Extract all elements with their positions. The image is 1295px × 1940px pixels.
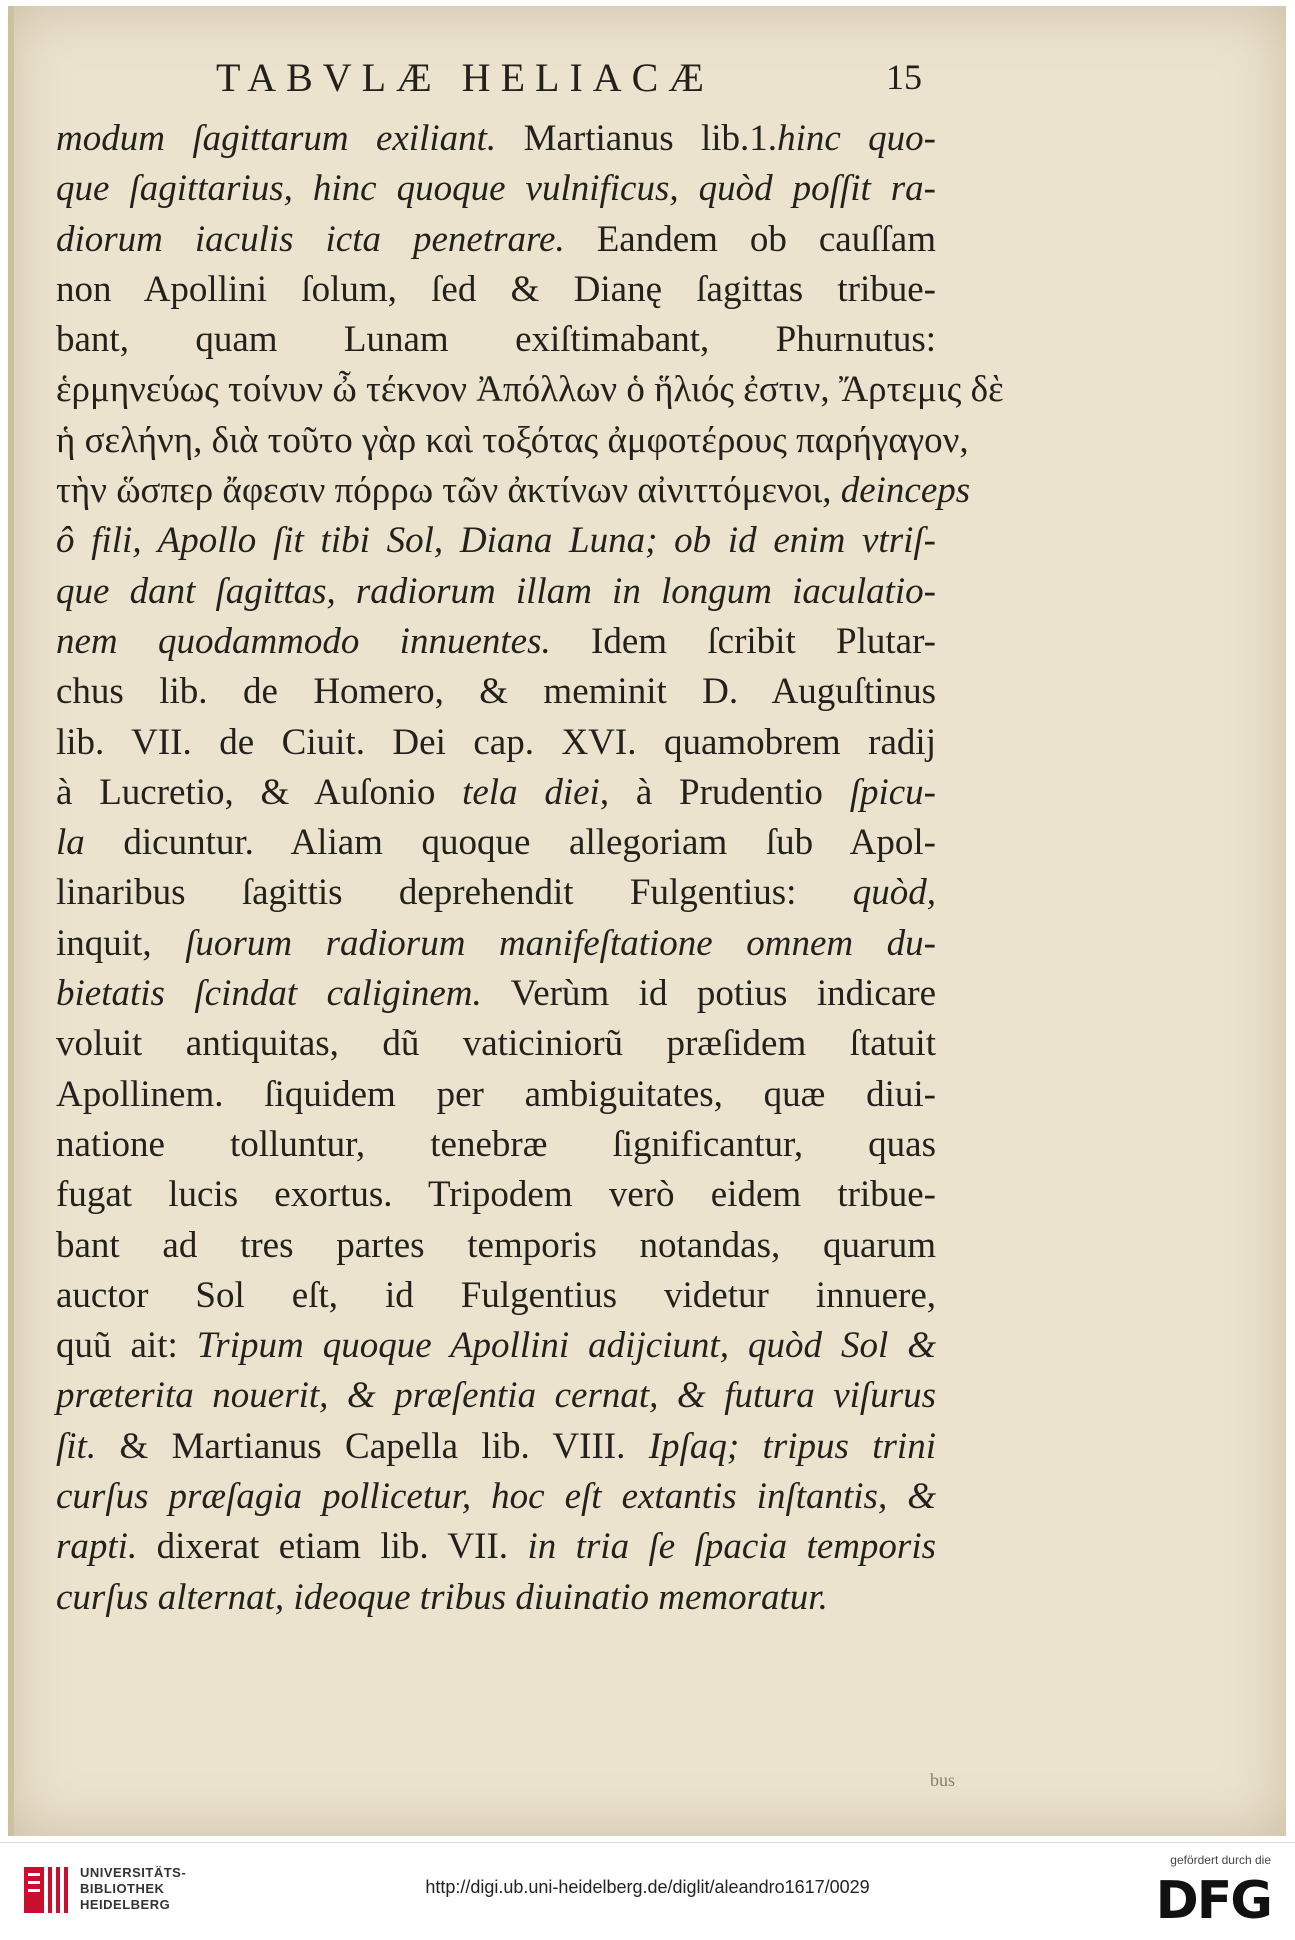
text-line: curſus præſagia pollicetur, hoc eſt extantis inſtantis, & <box>56 1476 936 1518</box>
page-number: 15 <box>886 57 922 97</box>
body-text <box>56 114 1004 1623</box>
text-line: non Apollini ſolum, ſed & Dianę ſagittas tribue- <box>56 268 936 310</box>
catchword: bus <box>930 1770 956 1790</box>
text-line: bant, quam Lunam exiſtimabant, Phurnutus: <box>56 319 936 361</box>
text-line: à Lucretio, & Auſonio tela diei, à Prudentio ſpicu- <box>56 771 936 813</box>
text-line: Apollinem. ſiquidem per ambiguitates, quæ diui- <box>56 1073 936 1115</box>
text-line: præterita nouerit, & præſentia cernat, & futura viſurus <box>56 1375 936 1417</box>
text-line: la dicuntur. Aliam quoque allegoriam ſub Apol- <box>56 822 936 864</box>
text-line: chus lib. de Homero, & meminit D. Auguſtinus <box>56 671 936 713</box>
text-line: diorum iaculis icta penetrare. Eandem ob cauſſam <box>56 218 936 260</box>
text-line: modum ſagittarum exiliant. Martianus lib.1.hinc quo- <box>56 118 936 159</box>
page-gutter-edge <box>8 6 14 1836</box>
running-head <box>56 50 936 114</box>
text-line: quũ ait: Tripum quoque Apollini adijciunt, quòd Sol & <box>56 1325 937 1367</box>
text-line: ἡ σελήνη, διὰ τοῦτο γὰρ καὶ τοξότας ἀμφοτέρους παρήγαγον, <box>56 419 969 461</box>
text-line: auctor Sol eſt, id Fulgentius videtur innuere, <box>56 1274 936 1316</box>
library-name-line: HEIDELBERG <box>80 1897 171 1912</box>
running-head-title: TABVLÆ HELIACÆ <box>216 55 714 100</box>
text-line: voluit antiquitas, dũ vaticiniorũ præſidem ſtatuit <box>56 1023 936 1065</box>
text-line: bietatis ſcindat caliginem. Verùm id potius indicare <box>56 973 936 1015</box>
text-line: linaribus ſagittis deprehendit Fulgentius: quòd, <box>56 872 936 914</box>
text-line: bant ad tres partes temporis notandas, quarum <box>56 1224 936 1266</box>
text-line: curſus alternat, ideoque tribus diuinatio memoratur. <box>56 1576 828 1618</box>
library-name-line: UNIVERSITÄTS- <box>80 1865 187 1880</box>
text-line: ἑρμηνεύως τοίνυν ὦ τέκνον Ἀπόλλων ὁ ἥλιός ἐστιν, Ἄρτεμις δὲ <box>56 369 1004 411</box>
text-line: ſit. & Martianus Capella lib. VIII. Ipſaq; tripus trini <box>56 1425 936 1467</box>
text-line: fugat lucis exortus. Tripodem verò eidem tribue- <box>56 1174 936 1216</box>
dfg-logo: DFG <box>1155 1871 1271 1931</box>
text-line: natione tolluntur, tenebræ ſignificantur, quas <box>56 1123 936 1165</box>
text-line: que ſagittarius, hinc quoque vulnificus, quòd poſſit ra- <box>56 168 936 210</box>
viewer-footer <box>0 1842 1295 1940</box>
text-block <box>56 50 1004 1623</box>
funding-caption: gefördert durch die <box>1170 1853 1271 1867</box>
text-line: τὴν ὥσπερ ἄφεσιν πόρρω τῶν ἀκτίνων αἰνιττόμενοι, deinceps <box>56 470 971 512</box>
text-line: rapti. dixerat etiam lib. VII. in tria ſe ſpacia temporis <box>56 1526 936 1568</box>
text-line: ô fili, Apollo ſit tibi Sol, Diana Luna; ob id enim vtriſ- <box>56 520 936 562</box>
text-line: inquit, ſuorum radiorum manifeſtatione omnem du- <box>56 922 937 964</box>
permalink-url[interactable]: http://digi.ub.uni-heidelberg.de/diglit/aleandro1617/0029 <box>425 1877 870 1897</box>
library-name-line: BIBLIOTHEK <box>80 1881 165 1896</box>
text-line: nem quodammodo innuentes. Idem ſcribit Plutar- <box>56 620 936 662</box>
text-line: que dant ſagittas, radiorum illam in longum iaculatio- <box>56 570 936 612</box>
text-line: lib. VII. de Ciuit. Dei cap. XVI. quamobrem radij <box>56 721 936 763</box>
